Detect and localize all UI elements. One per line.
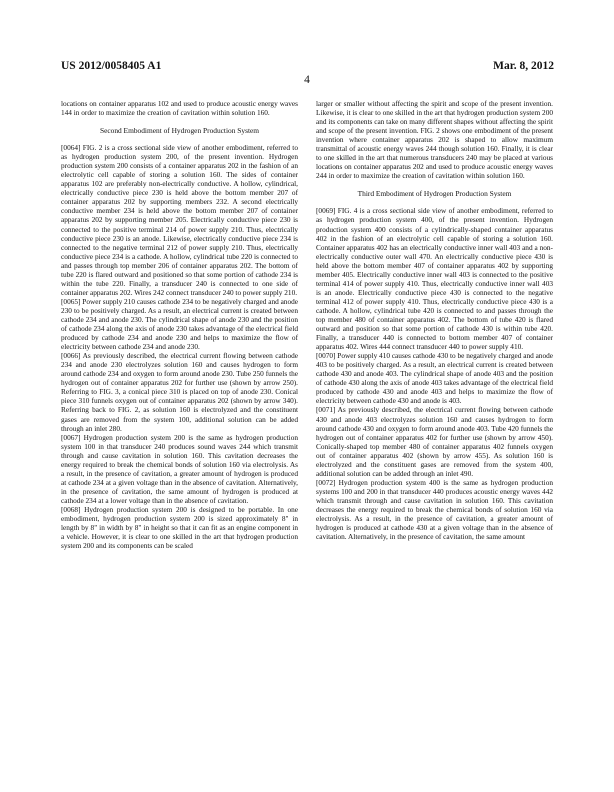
section-heading: Third Embodiment of Hydrogen Production System — [357, 189, 512, 199]
paragraph-continuation: larger or smaller without affecting the spirit and scope of the present invention. Likewise, it is clear to one skilled in the art that hydrogen production system 200 and its components can take on many different shapes without affecting the spirit and scope of the present invention. FIG. 2 shows one embodiment of the present invention where container apparatus 202 is shaped to allow maximum transmittal of acoustic energy waves 244 though solution 160. Finally, it is clear to one skilled in the art that numerous transducers 240 may be placed at various locations on container apparatus 202 and used to produce acoustic energy waves 244 in order to maximize the creation of cavitation within solution 160. — [316, 99, 553, 181]
paragraph-0072: [0072] Hydrogen production system 400 is the same as hydrogen production systems 100 and 200 in that transducer 440 produces acoustic energy waves 442 which transmit through and cause cavitation in solution 160. This cavitation decreases the energy required to break the chemical bonds of solution 160 via electrolysis. As a result, in the presence of cavitation, a greater amount of hydrogen is produced at cathode 430 at a given voltage than in the absence of cavitation. Alternatively, in the presence of cavitation, the same amount — [316, 477, 553, 542]
paragraph-0067: [0067] Hydrogen production system 200 is the same as hydrogen production system 100 in that transducer 240 produces sound waves 244 which transmit through and cause cavitation in solution 160. This cavitation decreases the energy required to break the chemical bonds of solution 160 via electrolysis. As a result, in the presence of cavitation, a greater amount of hydrogen is produced at cathode 234 at a given voltage than in the absence of cavitation. Alternatively, in the presence of cavitation, the same amount of hydrogen is produced at cathode 234 at a lower voltage than in the absence of cavitation. — [61, 432, 298, 505]
left-column — [61, 99, 298, 550]
paragraph-0071: [0071] As previously described, the electrical current flowing between cathode 430 and anode 403 electrolyzes solution 160 and causes hydrogen to form around cathode 430 and oxygen to form around anode 403. Tube 420 funnels the hydrogen out of container apparatus 402 for further use (shown by arrow 450). Conically-shaped top member 480 of container apparatus 402 funnels oxygen out of container apparatus 402 (shown by arrow 455). As solution 160 is electrolyzed and the constituent gases are removed from the system 400, additional solution can be added through an inlet 490. — [316, 405, 553, 478]
patent-number: US 2012/0058405 A1 — [61, 60, 162, 72]
paragraph-continuation: locations on container apparatus 102 and used to produce acoustic energy waves 144 in order to maximize the creation of cavitation within solution 160. — [61, 99, 298, 118]
paragraph-0064: [0064] FIG. 2 is a cross sectional side view of another embodiment, referred to as hydrogen production system 200, of the present invention. Hydrogen production system 200 consists of a container apparatus 202 in the fashion of an electrolytic cell capable of storing a solution 160. The sides of container apparatus 102 are preferably non-electrically conductive. A hollow, cylindrical, electrically conductive piece 230 is held above the bottom member 207 of container apparatus 202 by supporting members 232. A second electrically conductive member 234 is held above the bottom member 207 of container apparatus 202 by supporting member 205. Electrically conductive piece 230 is connected to the positive terminal 214 of power supply 210. Thus, electrically conductive piece 230 is an anode. Likewise, electrically conductive piece 234 is connected to the negative terminal 212 of power supply 210. Thus, electrically conductive piece 234 is a cathode. A hollow, cylindrical tube 220 is connected to and passes through top member 206 of container apparatus 202. The bottom of tube 220 is flared outward and positioned so that some portion of cathode 234 is within the tube 220. Finally, a transducer 240 is connected to one side of container apparatus 202. Wires 242 connect transducer 240 to power supply 210. — [61, 143, 298, 297]
publication-date: Mar. 8, 2012 — [493, 60, 554, 72]
paragraph-0068: [0068] Hydrogen production system 200 is designed to be portable. In one embodiment, hydrogen production system 200 is sized approximately 8" in length by 8" in width by 8" in height so that it can fit as an engine component in a vehicle. However, it is clear to one skilled in the art that hydrogen production system 200 and its components can be scaled — [61, 504, 298, 551]
section-heading: Second Embodiment of Hydrogen Production System — [99, 126, 260, 136]
paragraph-0066: [0066] As previously described, the electrical current flowing between cathode 234 and anode 230 electrolyzes solution 160 and causes hydrogen to form around cathode 234 and oxygen to form around anode 230. Tube 250 funnels the hydrogen out of container apparatus 202 for further use (shown by arrow 250). Referring to FIG. 3, a conical piece 310 is placed on top of anode 230. Conical piece 310 funnels oxygen out of container apparatus 202 (shown by arrow 340). Referring back to FIG. 2, as solution 160 is electrolyzed and the constituent gases are removed from the system 100, additional solution can be added through an inlet 280. — [61, 351, 298, 433]
right-column — [316, 99, 553, 541]
paragraph-0065: [0065] Power supply 210 causes cathode 234 to be negatively charged and anode 230 to be positively charged. As a result, an electrical current is created between cathode 234 and anode 230. The cylindrical shape of anode 230 and the position of cathode 234 along the axis of anode 230 takes advantage of the electrical field produced by cathode 234 and anode 230 and helps to maximize the flow of electricity between cathode 234 and anode 230. — [61, 296, 298, 352]
paragraph-0070: [0070] Power supply 410 causes cathode 430 to be negatively charged and anode 403 to be positively charged. As a result, an electrical current is created between cathode 430 and anode 403. The cylindrical shape of anode 403 and the position of cathode 430 along the axis of anode 403 takes advantage of the electrical field produced by cathode 430 and anode 403 and helps to maximize the flow of electricity between cathode 430 and anode is 403. — [316, 351, 553, 406]
page-number: 4 — [304, 74, 310, 86]
paragraph-0069: [0069] FIG. 4 is a cross sectional side view of another embodiment, referred to as hydrogen production system 400, of the present invention. Hydrogen production system 400 consists of a cylindrically-shaped container apparatus 402 in the fashion of an electrolytic cell capable of storing a solution 160. Container apparatus 402 has an electrically conductive inner wall 403 and a non-electrically conductive outer wall 470. An electrically conductive piece 430 is held above the bottom member 407 of container apparatus 402 by supporting member 405. Electrically conductive inner wall 403 is connected to the positive terminal 414 of power supply 410. Thus, electrically conductive inner wall 403 is an anode. Electrically conductive piece 430 is connected to the negative terminal 412 of power supply 410. Thus, electrically conductive piece 430 is a cathode. A hollow, cylindrical tube 420 is connected to and passes through the top member 480 of container apparatus 402. The bottom of tube 420 is flared outward and position so that some portion of cathode 430 is within tube 420. Finally, a transducer 440 is connected to bottom member 407 of container apparatus 402. Wires 444 connect transducer 440 to power supply 410. — [316, 206, 553, 352]
page-header — [61, 60, 554, 74]
